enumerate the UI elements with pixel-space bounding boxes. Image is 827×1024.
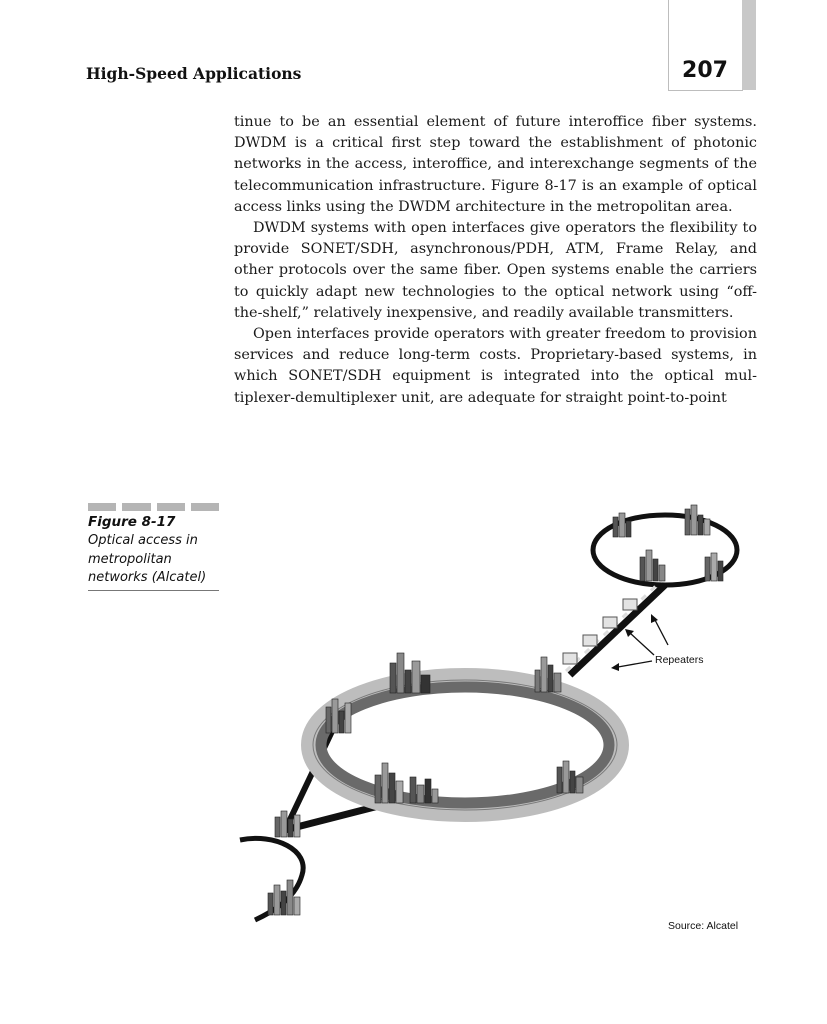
figure-label: Figure 8-17 <box>88 514 176 530</box>
building-cluster-remote-left <box>613 513 631 537</box>
network-figure <box>230 495 760 945</box>
building-cluster-right <box>557 761 583 793</box>
building-cluster-top-right <box>535 657 561 692</box>
page-number: 207 <box>682 58 728 83</box>
paragraph-2: DWDM systems with open interfaces give operators the flexibility to provide SONET/SDH, asynchronous/PDH, ATM, Frame Relay, and other protocols over the same fiber. Open systems enable the carriers to quickly adapt new technologies to the optical network using “off-the-shelf,” relatively inexpensive, and readily available transmitters. <box>234 220 757 321</box>
source-credit: Source: Alcatel <box>668 920 739 932</box>
page-edge-tab <box>742 0 756 90</box>
paragraph-1: tinue to be an essential element of future interoffice fiber systems. DWDM is a critical first step toward the establishment of photonic networks in the access, interoffice, and interexchange segments of the telecommunication infrastructure. Figure 8-17 is an example of optical access links using the DWDM architecture in the metropolitan area. <box>234 114 757 215</box>
running-head: High-Speed Applications <box>86 64 302 83</box>
caption-dash-rule <box>88 503 219 511</box>
figure-caption: Optical access in metropolitan networks (Alcatel) <box>88 532 219 591</box>
paragraph-3: Open interfaces provide operators with greater freedom to provision services and reduce long-term costs. Proprietary-based systems, in which SONET/SDH equipment is integrated into the optical multiplexer-demultiplexer unit, are adequate for straight point-to-point <box>234 326 757 406</box>
repeaters-label: Repeaters <box>655 654 704 666</box>
body-text <box>234 112 757 409</box>
